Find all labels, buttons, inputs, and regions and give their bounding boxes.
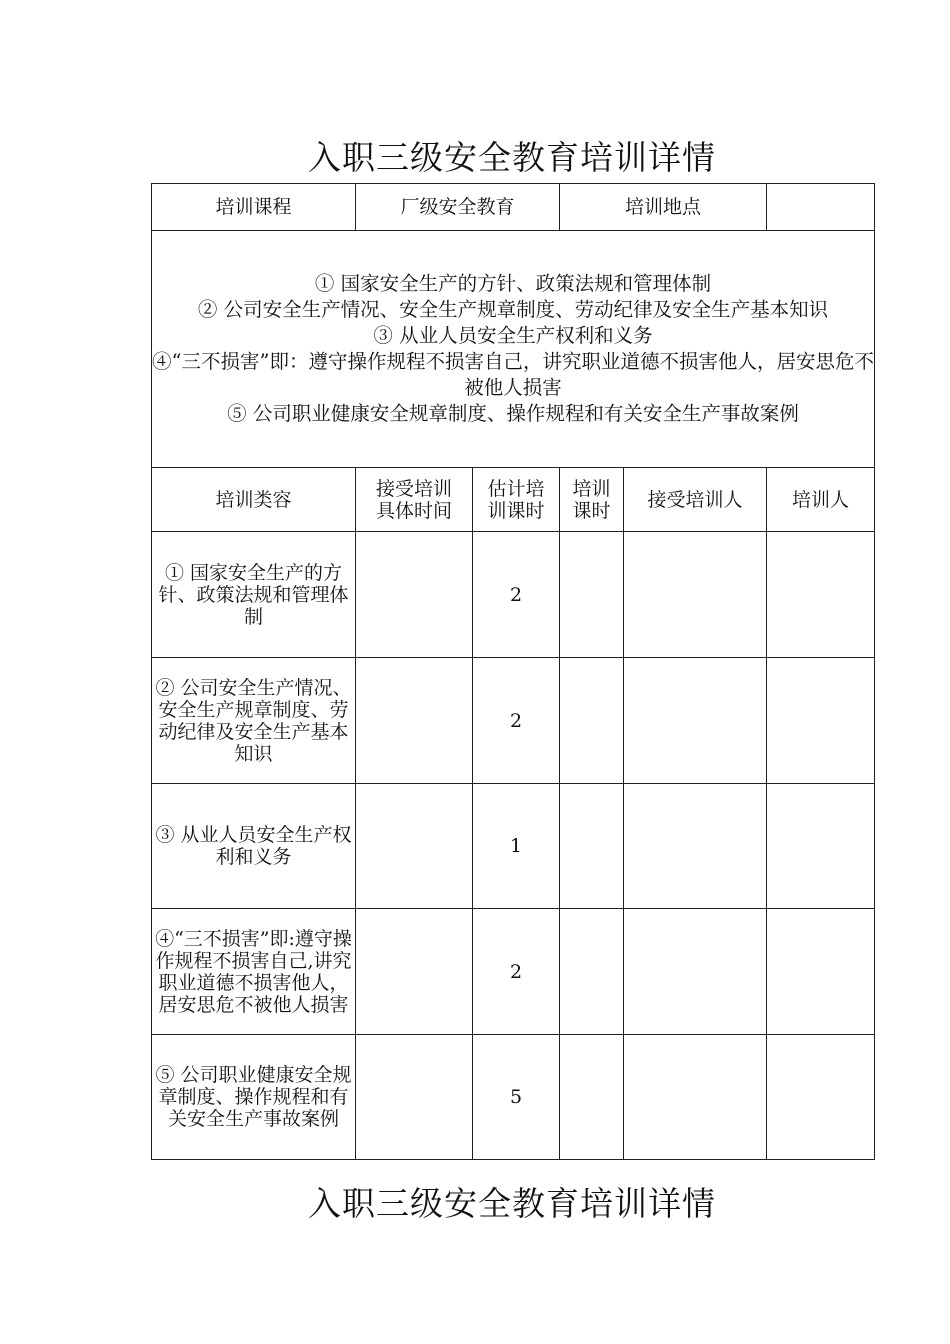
table-row (152, 784, 875, 909)
training-content-cell (152, 231, 875, 468)
row-time-cell[interactable] (356, 532, 473, 658)
row-time-cell[interactable] (356, 784, 473, 909)
row-hours-cell[interactable] (560, 909, 624, 1035)
table-row (152, 532, 875, 658)
row-hours-cell[interactable] (560, 532, 624, 658)
row-trainer-cell[interactable] (767, 532, 875, 658)
row-est-cell: 5 (473, 1035, 560, 1160)
row-item: ② 公司安全生产情况、安全生产规章制度、劳动纪律及安全生产基本知识 (152, 658, 356, 784)
column-header-row (152, 468, 875, 532)
row-item: ⑤ 公司职业健康安全规章制度、操作规程和有关安全生产事故案例 (152, 1035, 356, 1160)
row-est-cell: 2 (473, 658, 560, 784)
row-trainee-cell[interactable] (624, 909, 767, 1035)
col-header-est-line2: 训课时 (487, 499, 545, 522)
row-est-cell: 2 (473, 909, 560, 1035)
row-time-cell[interactable] (356, 909, 473, 1035)
col-header-est (473, 468, 560, 532)
row-time-cell[interactable] (356, 1035, 473, 1160)
content-line: ④“三不损害”即：遵守操作规程不损害自己，讲究职业道德不损害他人，居安思危不被他人损害 (152, 350, 874, 399)
row-time-cell[interactable] (356, 658, 473, 784)
training-form-table (151, 183, 875, 1160)
row-trainee-cell[interactable] (624, 784, 767, 909)
course-label: 培训课程 (152, 184, 356, 231)
col-header-time-line1: 接受培训 (375, 477, 452, 500)
row-trainee-cell[interactable] (624, 1035, 767, 1160)
row-trainee-cell[interactable] (624, 658, 767, 784)
course-value: 厂级安全教育 (356, 184, 560, 231)
location-label: 培训地点 (560, 184, 767, 231)
content-line: ① 国家安全生产的方针、政策法规和管理体制 (314, 272, 712, 295)
col-header-trainer: 培训人 (767, 468, 875, 532)
col-header-type: 培训类容 (152, 468, 356, 532)
row-est-cell: 2 (473, 532, 560, 658)
row-item: ① 国家安全生产的方针、政策法规和管理体制 (152, 532, 356, 658)
row-item: ④“三不损害”即:遵守操作规程不损害自己,讲究职业道德不损害他人，居安思危不被他人损害 (152, 909, 356, 1035)
table-row (152, 658, 875, 784)
course-header-row (152, 184, 875, 231)
content-line: ② 公司安全生产情况、安全生产规章制度、劳动纪律及安全生产基本知识 (197, 298, 829, 321)
page-title: 入职三级安全教育培训详情 (308, 138, 716, 177)
content-line: ③ 从业人员安全生产权利和义务 (373, 324, 653, 347)
row-trainer-cell[interactable] (767, 658, 875, 784)
table-row (152, 1035, 875, 1160)
col-header-trainee: 接受培训人 (624, 468, 767, 532)
row-hours-cell[interactable] (560, 784, 624, 909)
row-hours-cell[interactable] (560, 658, 624, 784)
row-trainer-cell[interactable] (767, 909, 875, 1035)
col-header-time (356, 468, 473, 532)
table-row (152, 909, 875, 1035)
content-row (152, 231, 875, 468)
footer-title: 入职三级安全教育培训详情 (308, 1184, 716, 1223)
row-trainee-cell[interactable] (624, 532, 767, 658)
row-trainer-cell[interactable] (767, 1035, 875, 1160)
col-header-est-line1: 估计培 (487, 477, 545, 500)
col-header-hours-line1: 培训 (572, 477, 611, 500)
row-est-cell: 1 (473, 784, 560, 909)
row-hours-cell[interactable] (560, 1035, 624, 1160)
col-header-hours (560, 468, 624, 532)
content-line: ⑤ 公司职业健康安全规章制度、操作规程和有关安全生产事故案例 (227, 402, 799, 425)
col-header-time-line2: 具体时间 (375, 499, 452, 522)
row-trainer-cell[interactable] (767, 784, 875, 909)
col-header-hours-line2: 课时 (572, 499, 611, 522)
row-item: ③ 从业人员安全生产权利和义务 (152, 784, 356, 909)
location-value[interactable] (767, 184, 875, 231)
